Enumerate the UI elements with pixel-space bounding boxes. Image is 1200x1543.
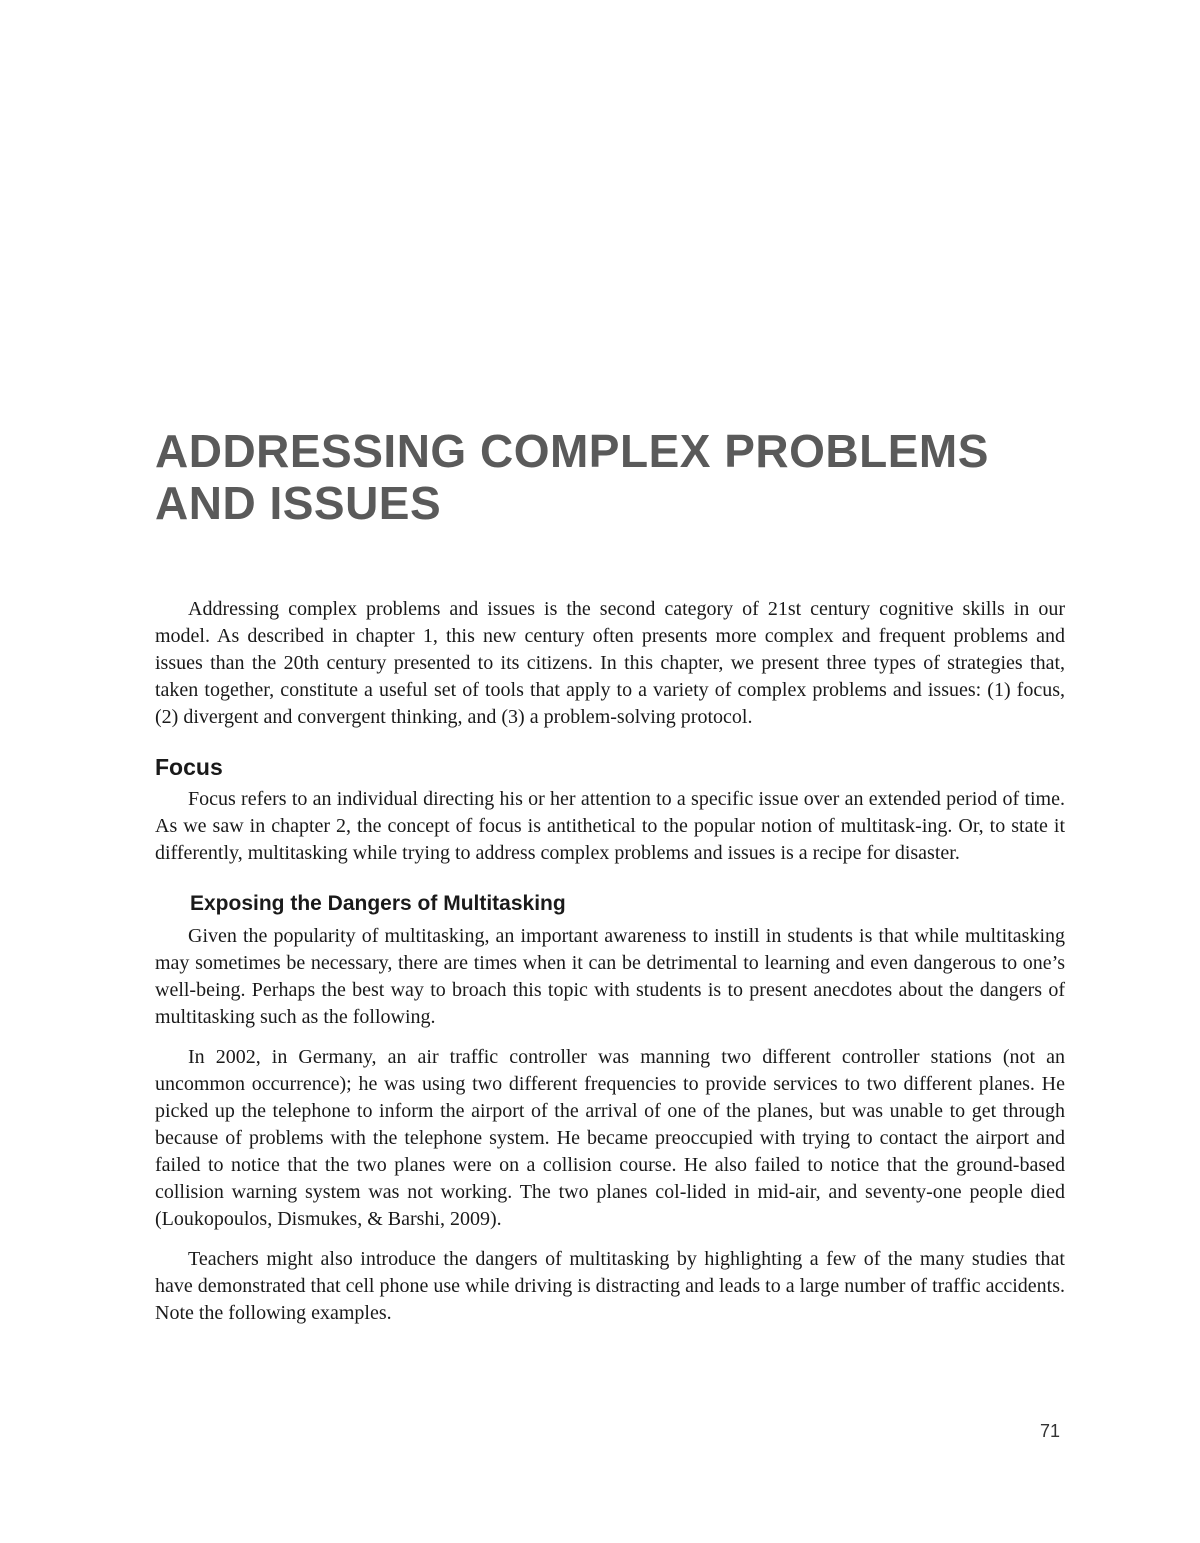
chapter-title-line-2: AND ISSUES (155, 477, 442, 529)
chapter-title-line-1: ADDRESSING COMPLEX PROBLEMS (155, 425, 989, 477)
dangers-paragraph-3: Teachers might also introduce the dangers of multitasking by highlighting a few of the many studies that have demonstrated that cell phone use while driving is distracting and leads to a large number of traffic accidents. Note the following examples. (155, 1248, 1065, 1324)
intro-paragraph: Addressing complex problems and issues is the second category of 21st century cognitive skills in our model. As described in chapter 1, this new century often presents more complex and frequent problems and issues than the 20th century presented to its citizens. In this chapter, we present three types of strategies that, taken together, constitute a useful set of tools that apply to a variety of complex problems and issues: (1) focus, (2) divergent and convergent thinking, and (3) a problem-solving protocol. (155, 598, 1065, 728)
dangers-paragraph-1: Given the popularity of multitasking, an important awareness to instill in students is that while multitasking may sometimes be necessary, there are times when it can be detrimental to learning and even dangerous to one’s well-being. Perhaps the best way to broach this topic with students is to present anecdotes about the dangers of multitasking such as the following. (155, 925, 1065, 1028)
subsection-heading-dangers: Exposing the Dangers of Multitasking (190, 892, 566, 915)
section-heading-focus: Focus (155, 754, 223, 780)
page-number: 71 (1039, 1421, 1060, 1441)
dangers-paragraph-2: In 2002, in Germany, an air traffic controller was manning two different controller stations (not an uncommon occurrence); he was using two different frequencies to provide services to two different planes. He picked up the telephone to inform the airport of the arrival of one of the planes, but was unable to get through because of problems with the telephone system. He became preoccupied with trying to contact the airport and failed to notice that the two planes were on a collision course. He also failed to notice that the ground-based collision warning system was not working. The two planes col-lided in mid-air, and seventy-one people died (Loukopoulos, Dismukes, & Barshi, 2009). (155, 1046, 1065, 1230)
page-content (155, 425, 1065, 1327)
focus-paragraph: Focus refers to an individual directing his or her attention to a specific issue over an extended period of time. As we saw in chapter 2, the concept of focus is antithetical to the popular notion of multitask-ing. Or, to state it differently, multitasking while trying to address complex problems and issues is a recipe for disaster. (155, 788, 1065, 864)
chapter-title (155, 425, 1065, 529)
